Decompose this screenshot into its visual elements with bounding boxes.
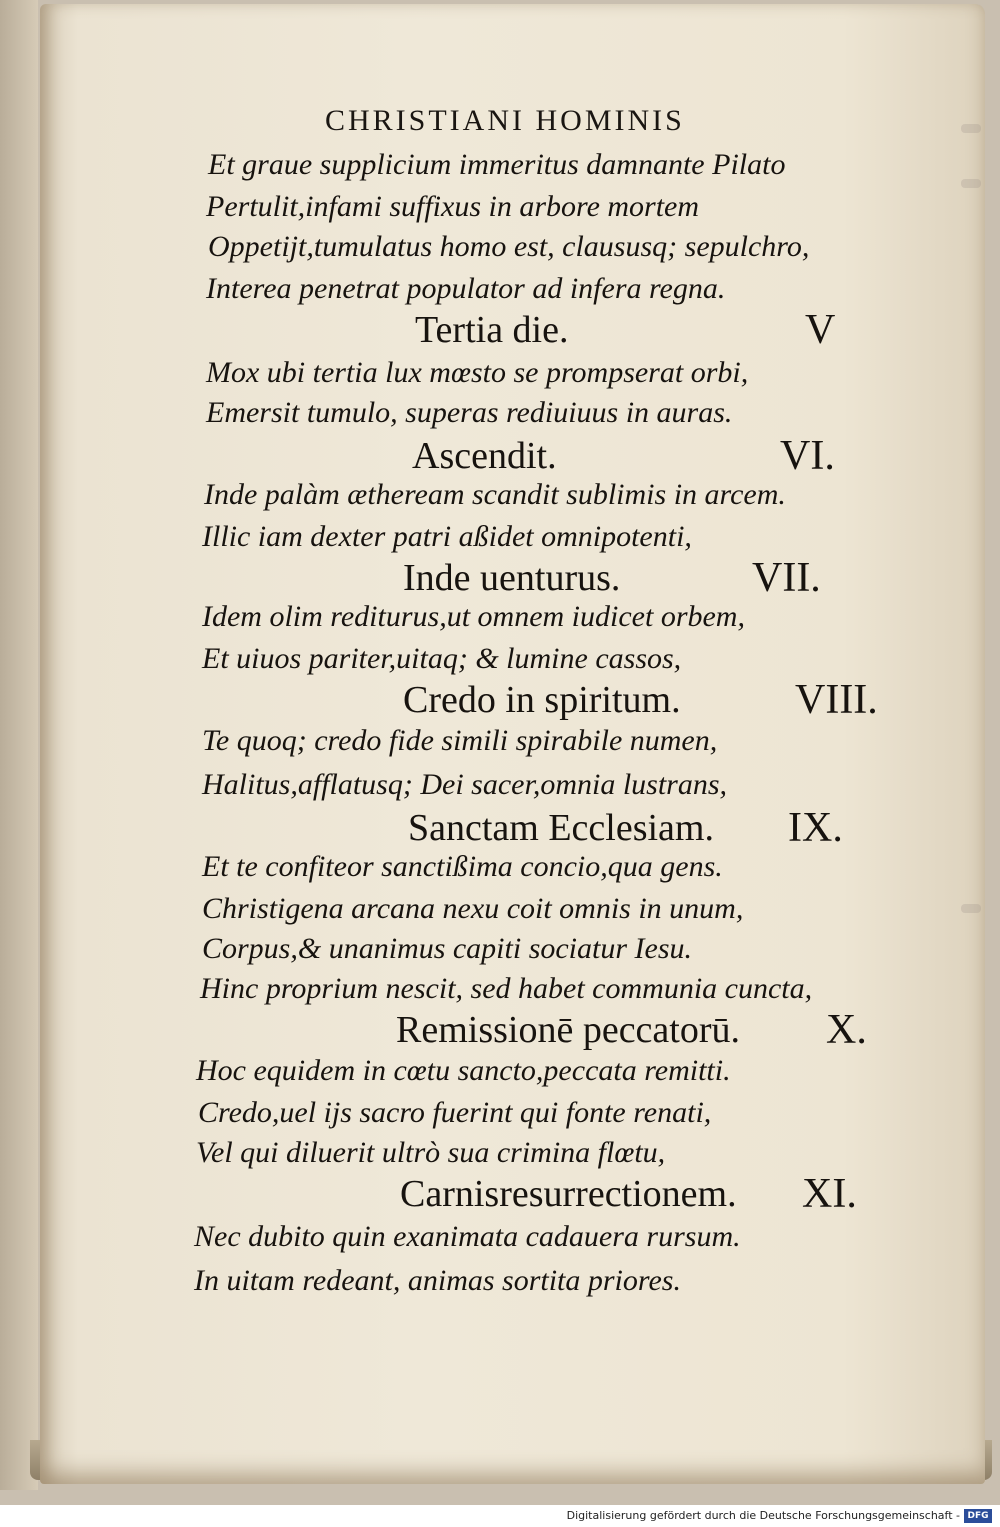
article-numeral: VI. <box>780 433 835 479</box>
verse-line: Nec dubito quin exanimata cadauera rursum. <box>194 1220 741 1253</box>
article-numeral: V <box>805 307 836 353</box>
running-header: CHRISTIANI HOMINIS <box>325 104 685 137</box>
verse-line: Et graue supplicium immeritus damnante Pilato <box>208 148 786 181</box>
article-heading: Remissionē peccatorū. <box>396 1009 741 1051</box>
article-heading: Tertia die. <box>415 309 569 351</box>
verse-line: Hinc proprium nescit, sed habet communia cuncta, <box>200 972 813 1005</box>
verse-line: Te quoq; credo fide simili spirabile numen, <box>202 724 718 757</box>
verse-line: Corpus,& unanimus capiti sociatur Iesu. <box>202 932 693 965</box>
article-heading: Inde uenturus. <box>403 557 621 599</box>
verse-line: Vel qui diluerit ultrò sua crimina flœtu, <box>196 1136 666 1169</box>
verse-line: Et uiuos pariter,uitaq; & lumine cassos, <box>202 642 682 675</box>
verse-line: Idem olim rediturus,ut omnem iudicet orbem, <box>202 600 745 633</box>
show-through <box>961 124 981 133</box>
show-through <box>961 179 981 188</box>
article-numeral: XI. <box>802 1171 857 1217</box>
dfg-logo: DFG <box>964 1509 992 1523</box>
verse-line: Mox ubi tertia lux mœsto se prompserat orbi, <box>206 356 749 389</box>
article-heading: Credo in spiritum. <box>403 679 681 721</box>
verse-line: Hoc equidem in cœtu sancto,peccata remitti. <box>196 1054 731 1087</box>
article-numeral: VII. <box>752 555 821 601</box>
book-spine <box>0 0 38 1490</box>
verse-line: In uitam redeant, animas sortita priores. <box>194 1264 681 1297</box>
verse-line: Halitus,afflatusq; Dei sacer,omnia lustrans, <box>202 768 728 801</box>
verse-line: Interea penetrat populator ad infera regna. <box>206 272 726 305</box>
article-numeral: X. <box>826 1007 867 1053</box>
verse-line: Christigena arcana nexu coit omnis in unum, <box>202 892 744 925</box>
verse-line: Illic iam dexter patri aßidet omnipotenti, <box>202 520 692 553</box>
show-through <box>961 904 981 913</box>
footer <box>0 1505 1000 1527</box>
verse-line: Credo,uel ijs sacro fuerint qui fonte renati, <box>198 1096 712 1129</box>
verse-line: Oppetijt,tumulatus homo est, claususq; sepulchro, <box>208 230 810 263</box>
article-heading: Ascendit. <box>412 435 557 477</box>
funding-credit: Digitalisierung gefördert durch die Deutsche Forschungsgemeinschaft - <box>566 1509 960 1522</box>
article-numeral: VIII. <box>795 677 878 723</box>
article-numeral: IX. <box>788 805 843 851</box>
article-heading: Carnisresurrectionem. <box>400 1173 737 1215</box>
verse-line: Pertulit,infami suffixus in arbore mortem <box>206 190 700 223</box>
verse-line: Inde palàm ætheream scandit sublimis in arcem. <box>204 478 786 511</box>
verse-line: Emersit tumulo, superas rediuiuus in auras. <box>206 396 733 429</box>
article-heading: Sanctam Ecclesiam. <box>408 807 714 849</box>
verse-line: Et te confiteor sanctißima concio,qua gens. <box>202 850 723 883</box>
